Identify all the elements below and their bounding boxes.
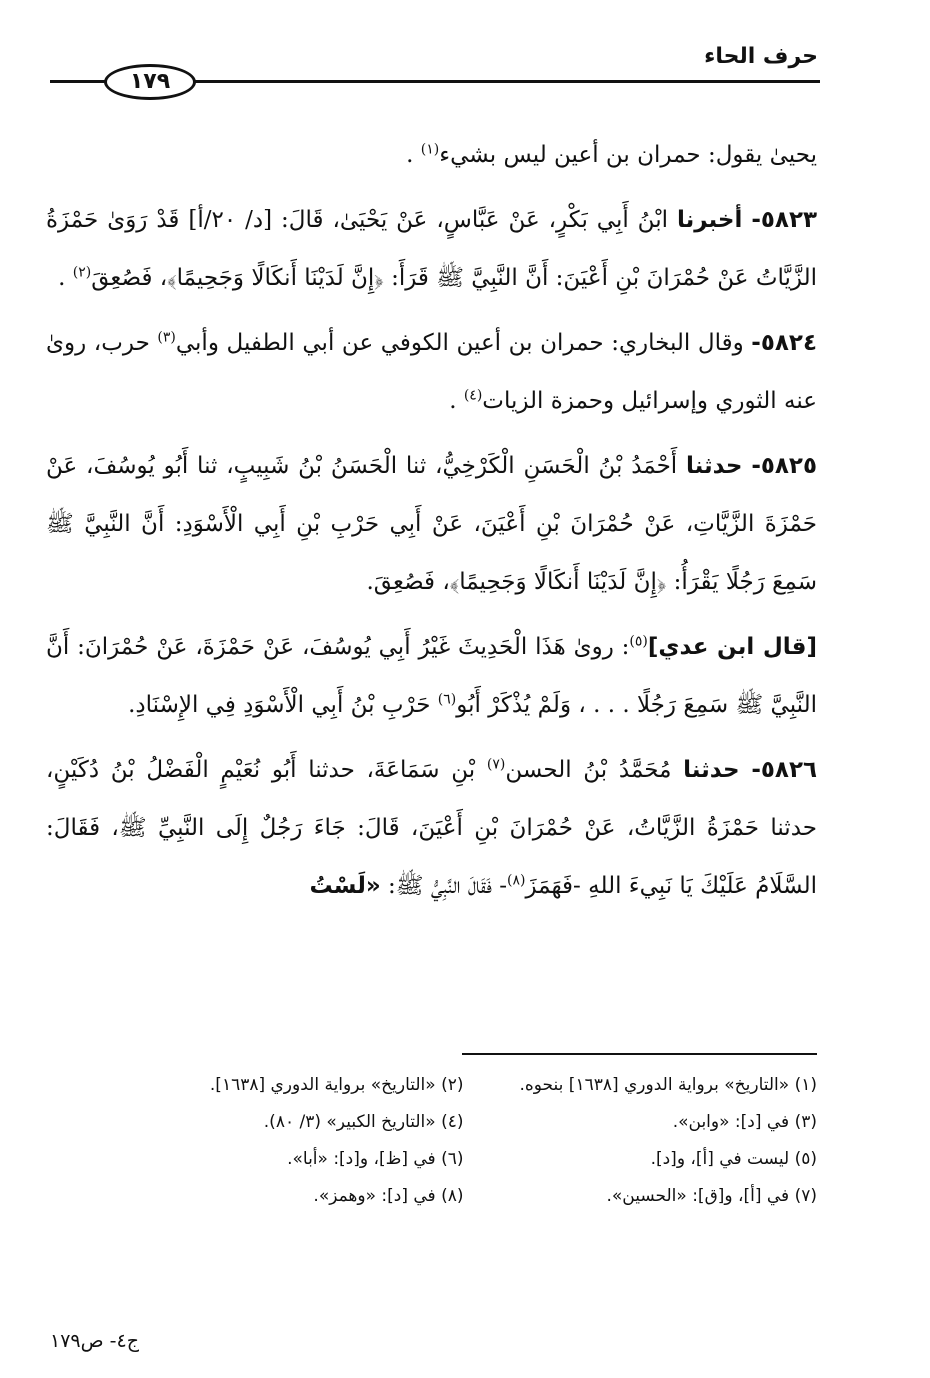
footnote-item: (٨) في [د]: «وهمز». bbox=[313, 1185, 464, 1206]
entry-5826: ٥٨٢٦- حدثنا مُحَمَّدُ بْنُ الحسن$^{(٧)}$ بْنِ سَمَاعَةَ، حدثنا أَبُو نُعَيْمٍ الْفَضْلُ بْنُ دُكَيْنٍ، حدثنا حَمْزَةُ الزَّيَّاتُ، عَنْ حُمْرَانَ بْنِ أَعْيَنَ، قَالَ: جَاءَ رَجُلٌ إِلَى النَّبِيِّ ﷺ، فَقَالَ: السَّلَامُ عَلَيْكَ يَا نَبِيءَ اللهِ -فَهَمَزَ$^{(٨)}$- فَقَالَ النَّبِيُّ ﷺ: «لَسْتُ bbox=[46, 756, 818, 899]
entry-number: ٥٨٢٤- bbox=[751, 330, 817, 356]
main-text bbox=[46, 126, 817, 922]
paragraph-intro: يحيىٰ يقول: حمران بن أعين ليس بشيء$^{(١)}$ . bbox=[406, 141, 817, 168]
footnote-ref: (٦) bbox=[437, 691, 457, 708]
footnote-ref: (٣) bbox=[157, 329, 176, 346]
entry-number: ٥٨٢٥- bbox=[751, 453, 818, 479]
page-number: ١٧٩ bbox=[129, 69, 171, 94]
footnote-ref: (٥) bbox=[629, 633, 648, 650]
footnote-item: (٤) «التاريخ الكبير» (٣/ ٨٠). bbox=[263, 1111, 464, 1132]
footnote-row bbox=[110, 1177, 817, 1214]
entry-number: ٥٨٢٣- bbox=[751, 207, 818, 233]
footnote-row bbox=[110, 1066, 817, 1103]
transmission-keyword: حدثنا bbox=[683, 757, 740, 783]
footnote-ref: (٤) bbox=[463, 387, 483, 404]
footnote-item: (٢) «التاريخ» برواية الدوري [١٦٣٨]. bbox=[209, 1074, 464, 1095]
transmission-keyword: أخبرنا bbox=[676, 207, 743, 233]
footnote-ref: (٧) bbox=[486, 756, 506, 773]
footnote-item: (٥) ليست في [أ]، و[د]. bbox=[650, 1148, 817, 1169]
footnote-row bbox=[110, 1103, 817, 1140]
entry-5824: ٥٨٢٤- وقال البخاري: حمران بن أعين الكوفي عن أبي الطفيل وأبي$^{(٣)}$ حرب، روىٰ عنه الثوري وإسرائيل وحمزة الزيات$^{(٤)}$ . bbox=[46, 329, 817, 414]
transmission-keyword: حدثنا bbox=[685, 453, 743, 479]
entry-number: ٥٨٢٦- bbox=[751, 757, 818, 783]
footnote-separator bbox=[462, 1053, 817, 1055]
volume-page-reference: ج٤- ص١٧٩ bbox=[50, 1330, 139, 1352]
footnote-item: (٣) في [د]: «وابن». bbox=[672, 1111, 817, 1132]
footnote-ref: (١) bbox=[420, 141, 440, 158]
entry-5825: ٥٨٢٥- حدثنا أَحْمَدُ بْنُ الْحَسَنِ الْكَرْخِيُّ، ثنا الْحَسَنُ بْنُ شَبِيبٍ، ثنا أَبُو يُوسُفَ، عَنْ حَمْزَةَ الزَّيَّاتِ، عَنْ حُمْرَانَ بْنِ أَعْيَنَ، عَنْ أَبِي حَرْبِ بْنِ أَبِي الْأَسْوَدِ: أَنَّ النَّبِيَّ ﷺ سَمِعَ رَجُلًا يَقْرَأُ: ﴿إِنَّ لَدَيْنَا أَنكَالًا وَجَحِيمًا﴾، فَصُعِقَ. bbox=[46, 453, 818, 595]
page-number-badge bbox=[104, 64, 196, 100]
running-title: حرف الحاء bbox=[704, 44, 818, 69]
footnote-item: (٧) في [أ]، و[ق]: «الحسين». bbox=[606, 1185, 817, 1206]
footnote-item: (١) «التاريخ» برواية الدوري [١٦٣٨] بنحوه. bbox=[519, 1074, 817, 1095]
ibn-adi-comment: [قال ابن عدي]$^{(٥)}$: روىٰ هَذَا الْحَدِيثَ غَيْرُ أَبِي يُوسُفَ، عَنْ حَمْزَةَ، عَنْ حُمْرَانَ: أَنَّ النَّبِيَّ ﷺ سَمِعَ رَجُلًا . . . ، وَلَمْ يُذْكَرْ أَبُو$^{(٦)}$ حَرْبِ بْنُ أَبِي الْأَسْوَدِ فِي الإِسْنَادِ. bbox=[46, 633, 817, 718]
footnotes bbox=[110, 1066, 817, 1214]
footnote-row bbox=[110, 1140, 817, 1177]
footnote-ref: (٨) bbox=[506, 872, 526, 889]
entry-5823: ٥٨٢٣- أخبرنا ابْنُ أَبِي بَكْرٍ، عَنْ عَبَّاسٍ، عَنْ يَحْيَىٰ، قَالَ: [د/ ٢٠/أ] قَدْ رَوَىٰ حَمْزَةُ الزَّيَّاتُ عَنْ حُمْرَانَ بْنِ أَعْيَنَ: أَنَّ النَّبِيَّ ﷺ قَرَأَ: ﴿إِنَّ لَدَيْنَا أَنكَالًا وَجَحِيمًا﴾، فَصُعِقَ$^{(٢)}$ . bbox=[46, 207, 818, 291]
footnote-ref: (٢) bbox=[72, 264, 92, 281]
author-note-label: [قال ابن عدي] bbox=[647, 634, 817, 660]
footnote-item: (٦) في [ظ]، و[د]: «أبا». bbox=[287, 1148, 464, 1169]
